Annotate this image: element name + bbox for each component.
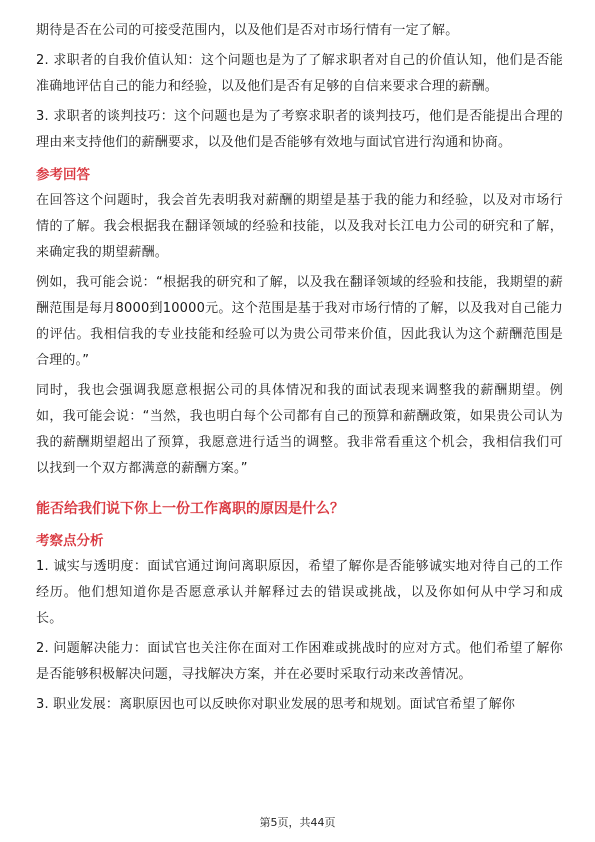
paragraph-continuation: 期待是否在公司的可接受范围内，以及他们是否对市场行情有一定了解。 — [36, 23, 459, 38]
answer-paragraph-1: 在回答这个问题时，我会首先表明我对薪酬的期望是基于我的能力和经验，以及对市场行情的了解。我会根据我在翻译领域的经验和技能，以及我对长江电力公司的研究和了解，来确定我的期望薪酬。 — [36, 193, 563, 260]
answer-paragraph-3: 同时，我也会强调我愿意根据公司的具体情况和我的面试表现来调整我的薪酬期望。例如，我可能会说：“当然，我也明白每个公司都有自己的预算和薪酬政策，如果贵公司认为我的薪酬期望超出了预算，我愿意进行适当的调整。我非常看重这个机会，我相信我们可以找到一个双方都满意的薪酬方案。” — [36, 383, 563, 476]
analysis-paragraph-1: 1. 诚实与透明度：面试官通过询问离职原因，希望了解你是否能够诚实地对待自己的工作经历。他们想知道你是否愿意承认并解释过去的错误或挑战，以及你如何从中学习和成长。 — [36, 559, 563, 626]
paragraph-negotiation: 3. 求职者的谈判技巧：这个问题也是为了考察求职者的谈判技巧，他们是否能提出合理的理由来支持他们的薪酬要求，以及他们是否能够有效地与面试官进行沟通和协商。 — [36, 109, 563, 150]
analysis-paragraph-2: 2. 问题解决能力：面试官也关注你在面对工作困难或挑战时的应对方式。他们希望了解你是否能够积极解决问题，寻找解决方案，并在必要时采取行动来改善情况。 — [36, 641, 563, 682]
reference-answer-heading: 参考回答 — [36, 167, 90, 183]
analysis-heading: 考察点分析 — [36, 533, 104, 549]
page-content — [36, 18, 563, 722]
paragraph-self-value: 2. 求职者的自我价值认知：这个问题也是为了了解求职者对自己的价值认知，他们是否能准确地评估自己的能力和经验，以及他们是否有足够的自信来要求合理的薪酬。 — [36, 53, 563, 94]
page-number: 第5页，共44页 — [259, 816, 336, 829]
analysis-paragraph-3: 3. 职业发展：离职原因也可以反映你对职业发展的思考和规划。面试官希望了解你 — [36, 697, 516, 712]
answer-paragraph-2: 例如，我可能会说：“根据我的研究和了解，以及我在翻译领域的经验和技能，我期望的薪酬范围是每月8000到10000元。这个范围是基于我对市场行情的了解，以及我对自己能力的评估。我相信我的专业技能和经验可以为贵公司带来价值，因此我认为这个薪酬范围是合理的。” — [36, 275, 563, 368]
question-title: 能否给我们说下你上一份工作离职的原因是什么？ — [36, 501, 344, 517]
